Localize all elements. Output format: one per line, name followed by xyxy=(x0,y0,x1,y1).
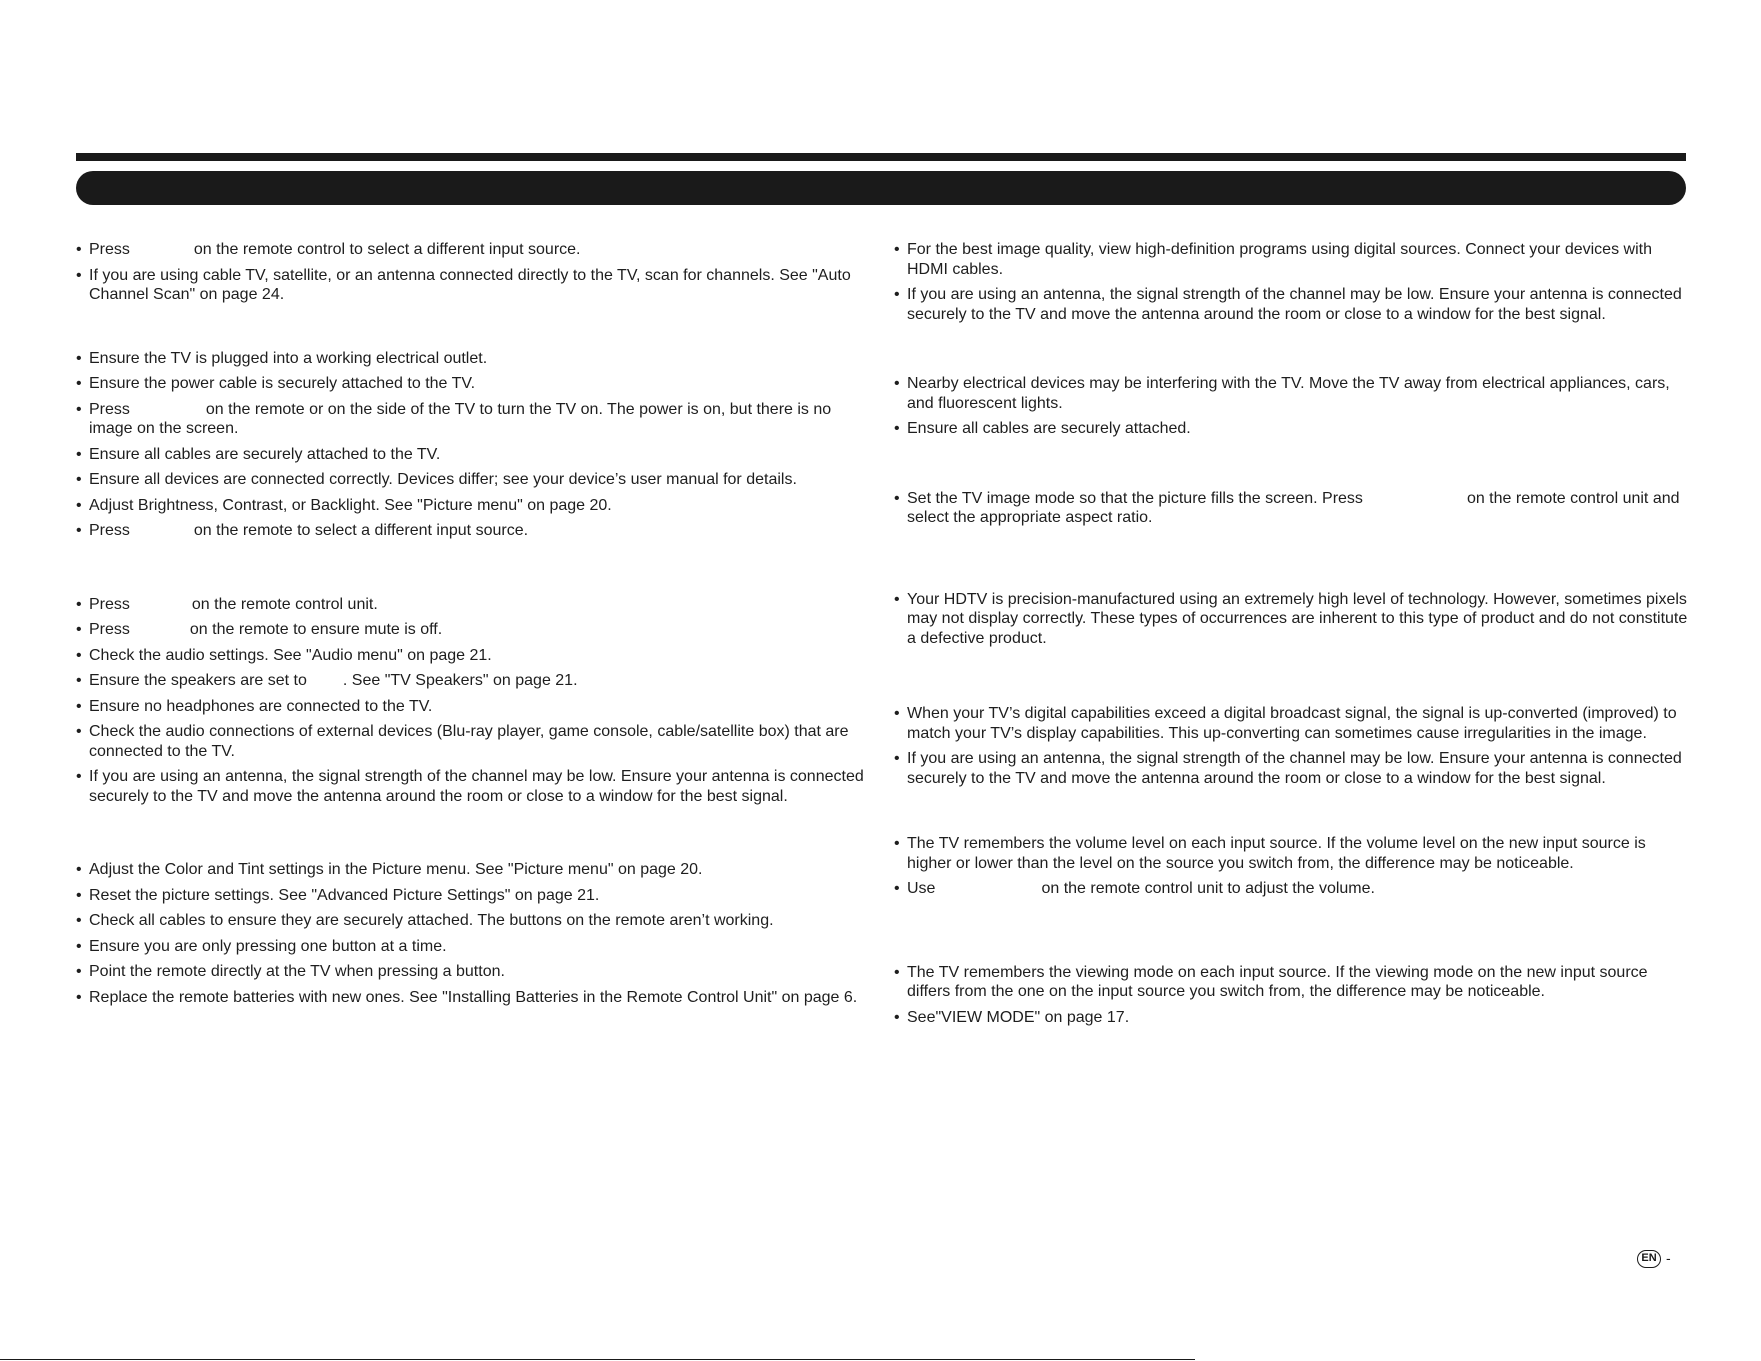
bullet-item: • If you are using cable TV, satellite, or an antenna connected directly to the TV, scan for channels. See "Auto Channel Scan" on page 24. xyxy=(76,266,876,305)
bullet-item: • See"VIEW MODE" on page 17. xyxy=(894,1008,1694,1028)
bullet-text: Press xyxy=(89,400,130,418)
bullet-text: on the remote to select a different input source. xyxy=(193,522,529,539)
bullet-item: • Adjust Brightness, Contrast, or Backlight. See "Picture menu" on page 20. xyxy=(76,496,876,516)
bullet-text: on the remote or on the side of the TV to turn the TV on. The power is on, but there is no image on the screen. xyxy=(89,400,832,437)
bullet-item: • Your HDTV is precision-manufactured using an extremely high level of technology. However, sometimes pixels may not display correctly. These types of occurrences are inherent to this type of product and do not constitute a defective product. xyxy=(894,590,1694,649)
bullet-text: on the remote control to select a different input source. xyxy=(193,241,581,258)
bullet-group xyxy=(894,374,1694,439)
bullet-text: on the remote control unit to adjust the volume. xyxy=(1041,880,1375,897)
bullet-text: Ensure the speakers are set to xyxy=(89,672,307,689)
bullet-item: • Ensure all cables are securely attached. xyxy=(894,419,1694,439)
bullet-item: • Reset the picture settings. See "Advanced Picture Settings" on page 21. xyxy=(76,886,876,906)
bullet-group xyxy=(76,595,876,807)
language-badge: EN xyxy=(1637,1250,1661,1268)
bullet-group xyxy=(894,963,1694,1028)
bullet-group xyxy=(76,349,876,541)
bullet-item xyxy=(76,240,876,260)
bullet-item: • Ensure the power cable is securely attached to the TV. xyxy=(76,374,876,394)
right-column xyxy=(894,240,1694,1027)
page-number-dash: - xyxy=(1666,1250,1671,1266)
bullet-item: • If you are using an antenna, the signal strength of the channel may be low. Ensure your antenna is connected securely to the TV and move the antenna around the room or close to a window for the best signal. xyxy=(894,285,1694,324)
bullet-text: on the remote control unit. xyxy=(191,595,378,613)
bullet-item xyxy=(76,400,876,439)
bullet-item: • Ensure the TV is plugged into a working electrical outlet. xyxy=(76,349,876,369)
bullet-item: • Point the remote directly at the TV when pressing a button. xyxy=(76,962,876,982)
bullet-item: • For the best image quality, view high-definition programs using digital sources. Connect your devices with HDMI cables. xyxy=(894,240,1694,279)
bullet-item xyxy=(894,879,1694,899)
bullet-group xyxy=(894,704,1694,788)
left-column xyxy=(76,240,876,1007)
top-rule xyxy=(76,153,1686,161)
bullet-text: on the remote control unit and select the appropriate aspect ratio. xyxy=(907,489,1680,526)
bullet-text: Press xyxy=(89,621,130,638)
bullet-item: • If you are using an antenna, the signal strength of the channel may be low. Ensure your antenna is connected securely to the TV and move the antenna around the room or close to a window for the best signal. xyxy=(894,749,1694,788)
bullet-item: • Replace the remote batteries with new ones. See "Installing Batteries in the Remote Control Unit" on page 6. xyxy=(76,988,876,1008)
bullet-text: on the remote to ensure mute is off. xyxy=(189,621,443,638)
bullet-item: • Adjust the Color and Tint settings in the Picture menu. See "Picture menu" on page 20. xyxy=(76,860,876,880)
bullet-group xyxy=(894,240,1694,324)
bullet-group xyxy=(76,240,876,305)
bullet-group xyxy=(894,489,1694,528)
bullet-group xyxy=(894,590,1694,649)
bullet-text: Press xyxy=(89,241,130,258)
bullet-item: • Ensure all cables are securely attached to the TV. xyxy=(76,445,876,465)
bullet-item: • Check the audio connections of external devices (Blu-ray player, game console, cable/satellite box) that are connected to the TV. xyxy=(76,722,876,761)
bullet-group xyxy=(76,860,876,1007)
bullet-text: Press xyxy=(89,595,130,613)
bullet-item: • The TV remembers the viewing mode on each input source. If the viewing mode on the new input source differs from the one on the input source you switch from, the difference may be noticeable. xyxy=(894,963,1694,1002)
bullet-item: • The TV remembers the volume level on each input source. If the volume level on the new input source is higher or lower than the level on the source you switch from, the difference may be noticeable. xyxy=(894,834,1694,873)
bullet-item xyxy=(76,521,876,541)
bullet-text: Set the TV image mode so that the picture fills the screen. Press xyxy=(907,489,1363,507)
bullet-item: • Check all cables to ensure they are securely attached. The buttons on the remote aren’t working. xyxy=(76,911,876,931)
bullet-item: • Check the audio settings. See "Audio menu" on page 21. xyxy=(76,646,876,666)
bullet-item xyxy=(76,671,876,691)
bullet-item: • Ensure all devices are connected correctly. Devices differ; see your device’s user manual for details. xyxy=(76,470,876,490)
bullet-item: • When your TV’s digital capabilities exceed a digital broadcast signal, the signal is up-converted (improved) to match your TV’s display capabilities. This up-converting can sometimes cause irregularities in the image. xyxy=(894,704,1694,743)
bullet-item xyxy=(76,595,876,615)
bullet-text: Press xyxy=(89,522,130,539)
bullet-item xyxy=(76,620,876,640)
bullet-text: . See "TV Speakers" on page 21. xyxy=(342,672,578,689)
bullet-item xyxy=(894,489,1694,528)
bottom-rule xyxy=(0,1359,1195,1360)
bullet-text: Use xyxy=(907,880,936,897)
bullet-group xyxy=(894,834,1694,899)
section-title-bar xyxy=(76,171,1686,205)
bullet-item: • Ensure you are only pressing one button at a time. xyxy=(76,937,876,957)
bullet-item: • Ensure no headphones are connected to the TV. xyxy=(76,697,876,717)
bullet-item: • If you are using an antenna, the signal strength of the channel may be low. Ensure your antenna is connected securely to the TV and move the antenna around the room or close to a window for the best signal. xyxy=(76,767,876,806)
bullet-item: • Nearby electrical devices may be interfering with the TV. Move the TV away from electrical appliances, cars, and fluorescent lights. xyxy=(894,374,1694,413)
